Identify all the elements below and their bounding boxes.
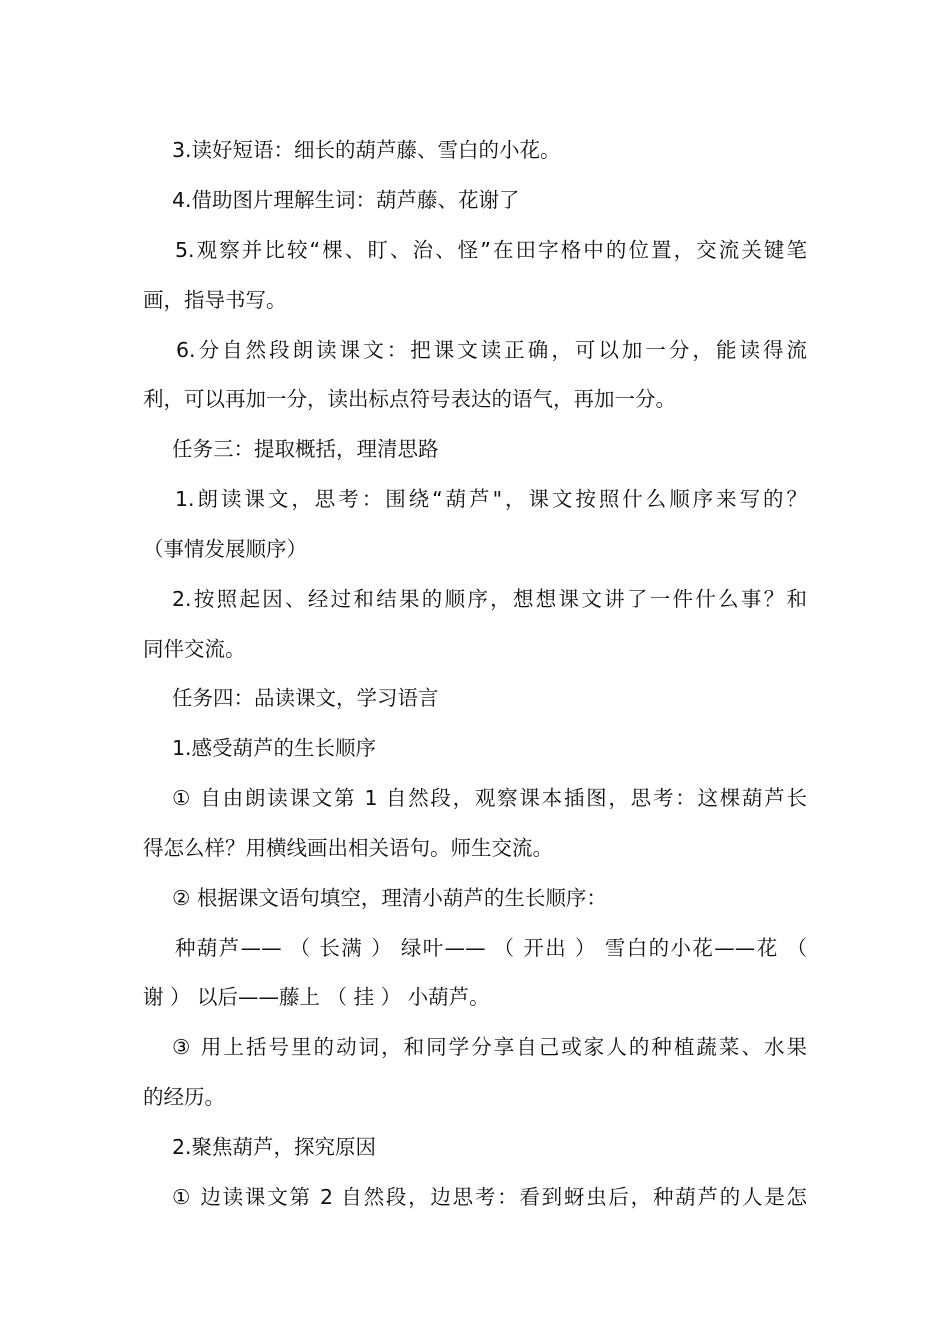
text-line: 2.聚焦葫芦，探究原因 [172,1135,377,1159]
text-line: 4.借助图片理解生词：葫芦藤、花谢了 [172,188,520,212]
text-line: （事情发展顺序） [143,537,307,561]
text-line: 5.观察并比较“棵、盯、治、怪”在田字格中的位置，交流关键笔 [175,238,807,262]
section-heading: 任务三：提取概括，理清思路 [172,437,439,461]
text-line: ① 边读课文第 2 自然段，边思考：看到蚜虫后，种葫芦的人是怎 [172,1185,807,1209]
text-line: 的经历。 [143,1085,225,1109]
text-line: 6.分自然段朗读课文：把课文读正确，可以加一分，能读得流 [176,338,807,362]
text-line: 同伴交流。 [143,637,246,661]
text-line: 3.读好短语：细长的葫芦藤、雪白的小花。 [172,138,561,162]
text-line: 1.感受葫芦的生长顺序 [172,736,377,760]
text-line: 2.按照起因、经过和结果的顺序，想想课文讲了一件什么事？和 [172,587,807,611]
text-line: 画，指导书写。 [143,288,287,312]
text-line: ③ 用上括号里的动词，和同学分享自己或家人的种植蔬菜、水果 [172,1035,807,1059]
text-line: 1.朗读课文，思考：围绕“葫芦"，课文按照什么顺序来写的？ [175,487,807,511]
section-heading: 任务四：品读课文，学习语言 [172,686,439,710]
text-line: 利，可以再加一分，读出标点符号表达的语气，再加一分。 [143,387,676,411]
text-line: 得怎么样？用横线画出相关语句。师生交流。 [143,836,553,860]
text-line: 种葫芦—— （ 长满 ） 绿叶—— （ 开出 ） 雪白的小花——花 （ [175,936,807,960]
text-line: ① 自由朗读课文第 1 自然段，观察课本插图，思考：这棵葫芦长 [172,786,807,810]
text-line: 谢 ） 以后——藤上 （ 挂 ） 小葫芦。 [143,985,490,1009]
text-line: ② 根据课文语句填空，理清小葫芦的生长顺序： [172,886,607,910]
